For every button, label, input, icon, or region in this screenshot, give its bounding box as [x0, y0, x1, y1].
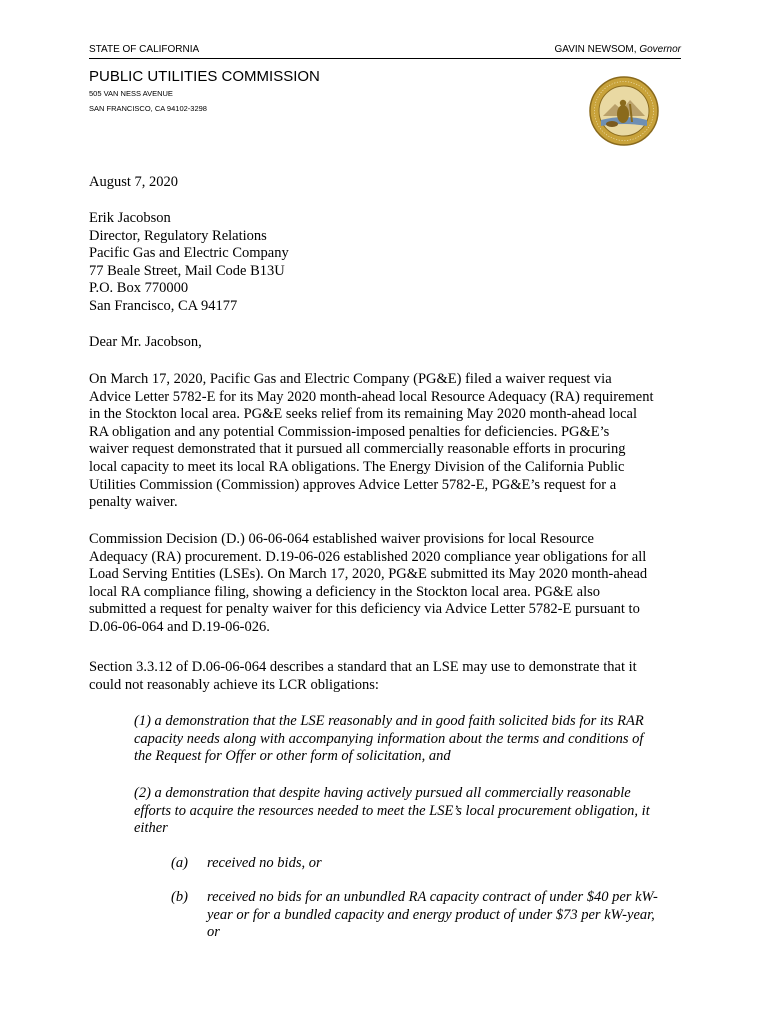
paragraph-line: local RA compliance filing, showing a deficiency in the Stockton local area. PG&E also	[89, 583, 600, 600]
quote-line: capacity needs along with accompanying information about the terms and conditions of	[134, 730, 644, 747]
paragraph-line: penalty waiver.	[89, 494, 178, 511]
item-b-text: or	[207, 924, 220, 941]
item-a-label: (a)	[171, 855, 188, 871]
paragraph-line: could not reasonably achieve its LCR obligations:	[89, 676, 379, 693]
item-a-text: received no bids, or	[207, 855, 322, 871]
block-quote-2	[134, 785, 684, 838]
quote-item-b	[171, 889, 691, 942]
addressee-company: Pacific Gas and Electric Company	[89, 245, 289, 262]
address-line-1: 505 VAN NESS AVENUE	[89, 89, 173, 98]
paragraph-line: D.06-06-064 and D.19-06-026.	[89, 618, 270, 635]
quote-line: efforts to acquire the resources needed to meet the LSE’s local procurement obligation, it	[134, 802, 650, 819]
quote-line: (1) a demonstration that the LSE reasonably and in good faith solicited bids for its RAR	[134, 713, 644, 729]
addressee-po-box: P.O. Box 770000	[89, 280, 189, 297]
letter-date: August 7, 2020	[89, 174, 179, 190]
quote-line: either	[134, 820, 168, 837]
quote-line: (2) a demonstration that despite having actively pursued all commercially reasonable	[134, 785, 631, 801]
addressee-city: San Francisco, CA 94177	[89, 297, 238, 314]
state-name: STATE OF CALIFORNIA	[89, 44, 200, 55]
addressee-title: Director, Regulatory Relations	[89, 227, 267, 244]
address-line-2: SAN FRANCISCO, CA 94102-3298	[89, 104, 207, 113]
paragraph-line: Advice Letter 5782-E for its May 2020 month-ahead local Resource Adequacy (RA) requirement	[89, 388, 654, 405]
paragraph-line: RA obligation and any potential Commission-imposed penalties for deficiencies. PG&E’s	[89, 423, 610, 440]
agency-name: PUBLIC UTILITIES COMMISSION	[89, 68, 320, 85]
paragraph-line: in the Stockton local area. PG&E seeks relief from its remaining May 2020 month-ahead local	[89, 406, 638, 423]
salutation: Dear Mr. Jacobson,	[89, 334, 202, 350]
item-b-text: received no bids for an unbundled RA capacity contract of under $40 per kW-	[207, 889, 658, 905]
paragraph-line: submitted a request for penalty waiver for this deficiency via Advice Letter 5782-E pursuant to	[89, 601, 640, 618]
header-rule	[89, 58, 681, 59]
addressee-street: 77 Beale Street, Mail Code B13U	[89, 262, 285, 279]
block-quote-1	[134, 713, 684, 766]
paragraph-2	[89, 531, 689, 637]
paragraph-line: local capacity to meet its local RA obligations. The Energy Division of the California Public	[89, 458, 625, 475]
paragraph-line: On March 17, 2020, Pacific Gas and Electric Company (PG&E) filed a waiver request via	[89, 371, 612, 387]
paragraph-line: Utilities Commission (Commission) approves Advice Letter 5782-E, PG&E’s request for a	[89, 476, 617, 493]
item-b-label: (b)	[171, 889, 188, 905]
governor-title: Governor	[639, 44, 681, 55]
paragraph-3	[89, 659, 689, 694]
addressee-name: Erik Jacobson	[89, 210, 171, 226]
governor-name: GAVIN NEWSOM,	[554, 44, 640, 55]
quote-line: the Request for Offer or other form of solicitation, and	[134, 748, 451, 765]
paragraph-line: Section 3.3.12 of D.06-06-064 describes a standard that an LSE may use to demonstrate that it	[89, 659, 637, 675]
paragraph-line: Adequacy (RA) procurement. D.19-06-026 established 2020 compliance year obligations for all	[89, 548, 647, 565]
state-seal-icon	[589, 76, 659, 146]
quote-item-a	[171, 855, 691, 873]
paragraph-line: Load Serving Entities (LSEs). On March 17, 2020, PG&E submitted its May 2020 month-ahead	[89, 566, 648, 583]
item-b-text: year or for a bundled capacity and energy product of under $73 per kW-year,	[207, 906, 655, 923]
paragraph-line: Commission Decision (D.) 06-06-064 established waiver provisions for local Resource	[89, 531, 594, 547]
addressee-block	[89, 210, 689, 316]
paragraph-line: waiver request demonstrated that it pursued all commercially reasonable efforts in procuring	[89, 441, 626, 458]
governor-line	[554, 44, 681, 55]
paragraph-1	[89, 371, 689, 512]
